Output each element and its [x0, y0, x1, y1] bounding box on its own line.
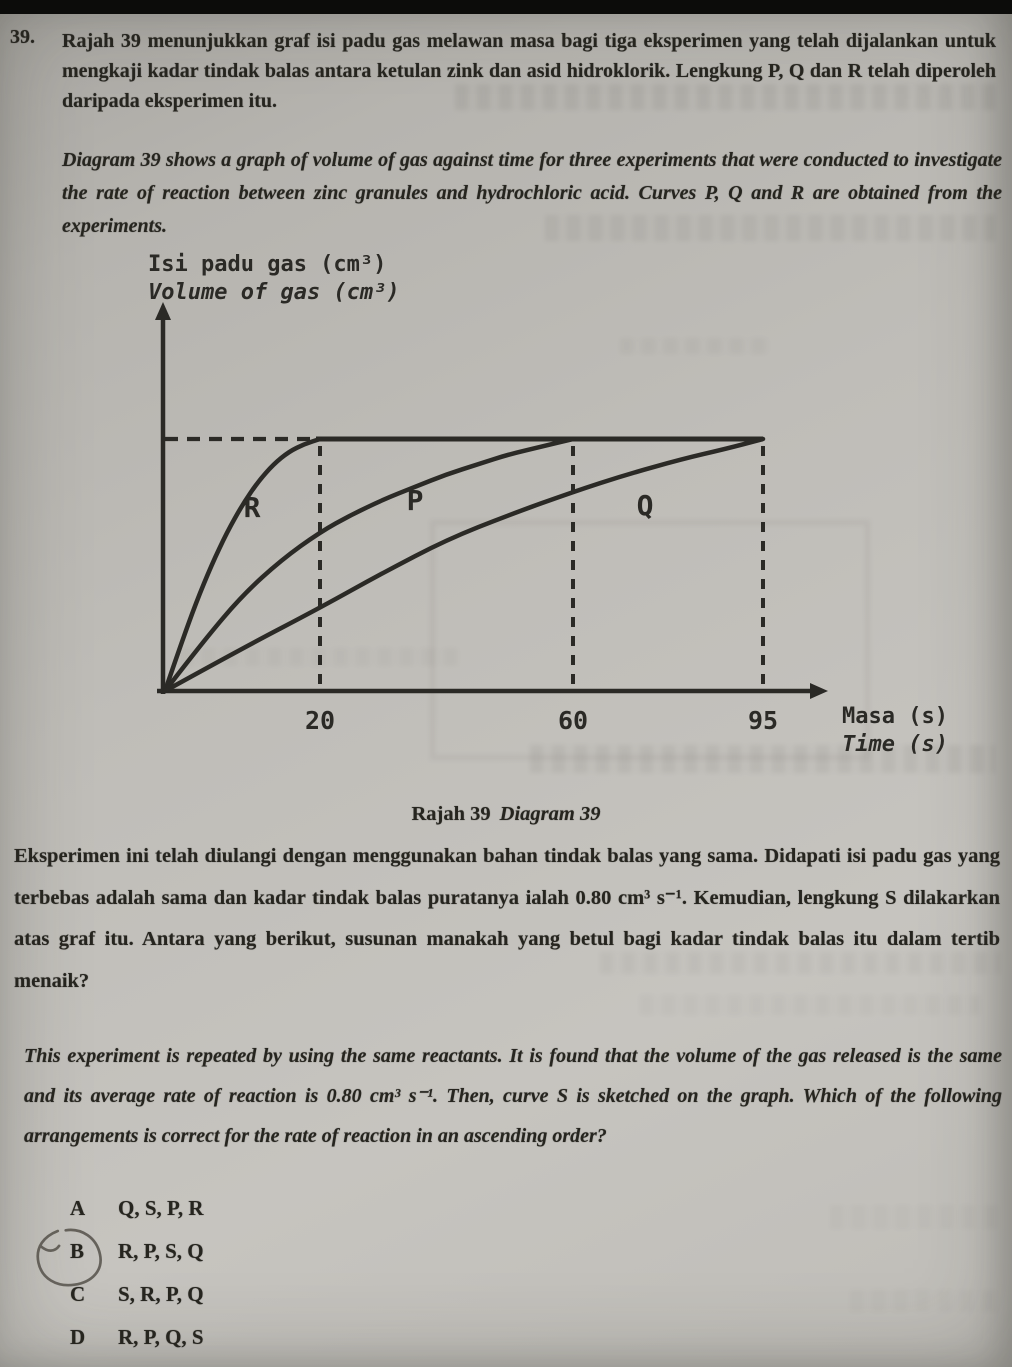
scan-edge-artifact	[0, 0, 1012, 14]
bleed-through-artifact	[850, 1290, 1000, 1312]
option-d	[70, 1325, 204, 1367]
option-d-letter: D	[70, 1325, 86, 1349]
x-tick-label-60: 60	[557, 706, 589, 735]
followup-text-english: This experiment is repeated by using the same reactants. It is found that the volume of the gas released is the same and its average rate of reaction is 0.80 cm³ s⁻¹. Then, curve S is sketched on the graph. Which of the following arrangements is correct for the rate of reaction in an ascending order?	[24, 1045, 1002, 1147]
gas-volume-time-graph	[120, 242, 1000, 772]
x-axis-label-english: Time (s)	[842, 732, 948, 757]
option-a-value: Q, S, P, R	[118, 1196, 204, 1220]
y-axis-label-english: Volume of gas (cm³)	[148, 280, 400, 305]
curve-label-P: P	[406, 484, 424, 517]
x-axis-label-malay: Masa (s)	[842, 704, 948, 729]
question-text-malay: Rajah 39 menunjukkan graf isi padu gas melawan masa bagi tiga eksperimen yang telah dijalankan untuk mengkaji kadar tindak balas antara ketulan zink dan asid hidroklorik. Lengkung P, Q dan R telah diperoleh daripada eksperimen itu.	[62, 30, 996, 112]
chart-svg	[120, 242, 1000, 772]
option-b-letter: B	[70, 1239, 85, 1263]
followup-text-malay: Eksperimen ini telah diulangi dengan menggunakan bahan tindak balas yang sama. Didapati isi padu gas yang terbebas adalah sama dan kadar tindak balas puratanya ialah 0.80 cm³ s⁻¹. Kemudian, lengkung S dilakarkan atas graf itu. Antara yang berikut, susunan manakah yang betul bagi kadar tindak balas itu dalam tertib menaik?	[14, 845, 1000, 992]
x-axis-arrowhead	[810, 683, 828, 699]
curve-R	[165, 439, 320, 691]
curve-P	[165, 439, 573, 691]
curve-Q	[165, 439, 763, 691]
option-b-value: R, P, S, Q	[118, 1239, 204, 1263]
question-number: 39.	[10, 26, 35, 48]
option-d-value: R, P, Q, S	[118, 1325, 204, 1349]
bleed-through-artifact	[830, 1205, 1000, 1229]
x-tick-label-20: 20	[304, 706, 336, 735]
figure-caption	[0, 803, 1012, 826]
question-text-english: Diagram 39 shows a graph of volume of gas against time for three experiments that were conducted to investigate the rate of reaction between zinc granules and hydrochloric acid. Curves P, Q and R are obtained from the experiments.	[62, 149, 1002, 237]
x-tick-label-95: 95	[747, 706, 779, 735]
figure-caption-malay: Rajah 39	[411, 803, 491, 825]
y-axis-label-malay: Isi padu gas (cm³)	[148, 252, 387, 277]
curve-label-R: R	[243, 491, 261, 524]
option-a-letter: A	[70, 1196, 86, 1220]
handwritten-answer-circle	[34, 1222, 110, 1292]
option-c-letter: C	[70, 1282, 86, 1306]
option-c-value: S, R, P, Q	[118, 1282, 204, 1306]
curve-label-Q: Q	[636, 489, 654, 522]
figure-caption-english: Diagram 39	[499, 803, 601, 825]
